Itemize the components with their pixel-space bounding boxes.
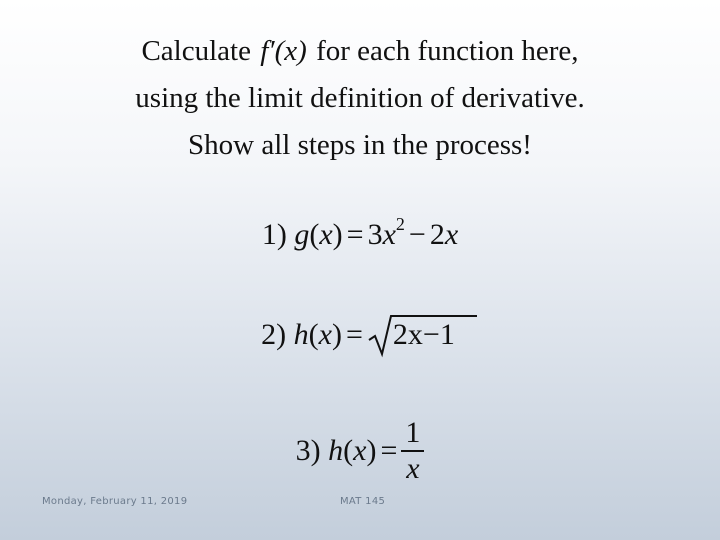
problem-3-fraction	[401, 416, 424, 486]
problem-3-function-name: h	[328, 433, 344, 467]
instruction-line-1	[40, 28, 680, 75]
instruction-calculate: Calculate	[141, 35, 251, 67]
instruction-line-2: using the limit definition of derivative.	[135, 82, 585, 114]
problem-2-function-name: h	[293, 318, 309, 351]
problem-1-function-name: g	[294, 218, 310, 251]
problem-3-number: 3)	[295, 433, 321, 467]
problem-1-number: 1)	[261, 218, 287, 251]
problem-1-operator: −	[408, 218, 426, 251]
problem-3-denominator: x	[406, 452, 420, 485]
problem-1-term1-variable: x	[382, 218, 396, 251]
problem-3: 3) h(x) = $\frac{1}{x}$	[0, 418, 720, 488]
problem-2-radicand: 2x−1	[392, 318, 455, 351]
problem-2-sqrt	[367, 318, 459, 352]
problem-1-coefficient: 3	[367, 218, 383, 251]
footer-course: MAT 145	[340, 496, 386, 507]
instruction-line-3: Show all steps in the process!	[188, 129, 532, 161]
problem-1-term2: 2	[429, 218, 445, 251]
problem-1-variable: x	[319, 218, 333, 251]
problem-2-variable: x	[318, 318, 332, 351]
problem-1: 1) $g(x) = 3x^2 - 2x$	[261, 214, 459, 251]
problem-1-exponent: 2	[395, 214, 405, 234]
problem-2-number: 2)	[261, 318, 287, 351]
instructions	[40, 28, 680, 169]
problem-3-numerator: 1	[405, 416, 421, 449]
problem-1-term2-variable: x	[444, 218, 459, 251]
problem-2: 2) h(x) = 2x−1	[0, 318, 720, 352]
radical-sign-icon	[367, 314, 479, 358]
instruction-for-each: for each function here,	[316, 35, 579, 67]
instruction-fprime: f′(x)	[260, 35, 307, 67]
problem-3-variable: x	[353, 433, 367, 467]
footer-date: Monday, February 11, 2019	[42, 496, 188, 507]
